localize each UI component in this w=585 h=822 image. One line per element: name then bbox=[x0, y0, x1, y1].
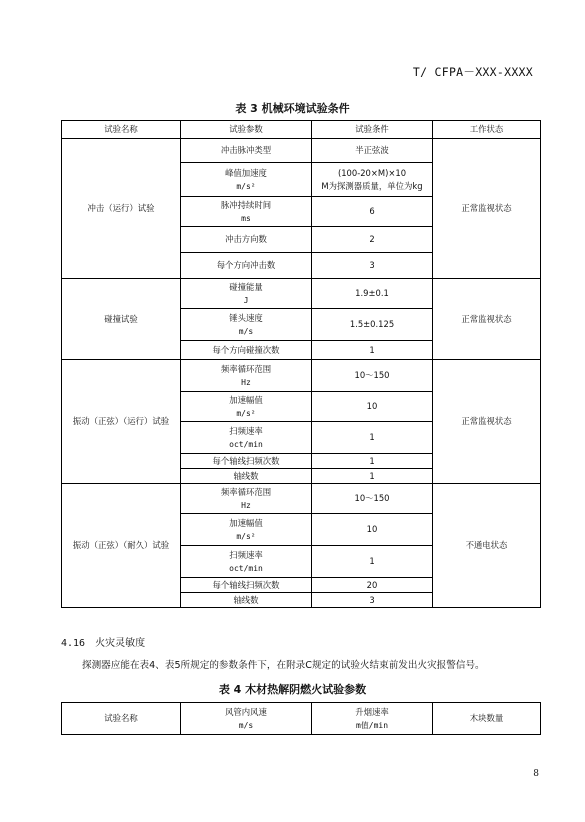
test-parameter-cell: 扫频速率 oct/min bbox=[181, 422, 312, 454]
table-row bbox=[62, 279, 541, 309]
test-parameter-cell: 每个轴线扫频次数 bbox=[181, 454, 312, 469]
test-condition-cell: 1 bbox=[312, 546, 433, 578]
test-parameter-cell: 每个轴线扫频次数 bbox=[181, 578, 312, 593]
table3-title: 表 3 机械环境试验条件 bbox=[235, 102, 350, 115]
test-condition-cell: 10～150 bbox=[312, 360, 433, 392]
table4-header-cell: 木块数量 bbox=[433, 703, 541, 735]
test-condition-cell: 1 bbox=[312, 454, 433, 469]
test-condition-cell: 1 bbox=[312, 341, 433, 360]
test-condition-cell: 3 bbox=[312, 253, 433, 279]
test-condition-cell: 1.9±0.1 bbox=[312, 279, 433, 309]
test-parameter-cell: 加速幅值 m/s² bbox=[181, 392, 312, 422]
test-parameter-cell: 轴线数 bbox=[181, 469, 312, 484]
test-condition-cell: 20 bbox=[312, 578, 433, 593]
section-heading bbox=[61, 634, 145, 649]
table3-header-cell: 试验条件 bbox=[312, 121, 433, 139]
test-parameter-cell: 冲击脉冲类型 bbox=[181, 139, 312, 163]
test-condition-cell: 1 bbox=[312, 422, 433, 454]
test-condition-cell: (100-20×M)×10 M为探测器质量，单位为kg bbox=[312, 163, 433, 197]
test-condition-cell: 3 bbox=[312, 593, 433, 608]
document-code: T/ CFPA－XXX-XXXX bbox=[412, 65, 533, 79]
working-state-cell: 正常监视状态 bbox=[433, 279, 541, 360]
test-condition-cell: 6 bbox=[312, 197, 433, 227]
test-parameter-cell: 频率循环范围 Hz bbox=[181, 484, 312, 514]
test-condition-cell: 半正弦波 bbox=[312, 139, 433, 163]
table4-title: 表 4 木材热解阴燃火试验参数 bbox=[218, 683, 367, 696]
table3-header-cell: 工作状态 bbox=[433, 121, 541, 139]
test-condition-cell: 10 bbox=[312, 514, 433, 546]
test-parameter-cell: 扫频速率 oct/min bbox=[181, 546, 312, 578]
table-row bbox=[62, 484, 541, 514]
table-row bbox=[62, 360, 541, 392]
table4-header-row bbox=[62, 703, 541, 735]
working-state-cell: 正常监视状态 bbox=[433, 360, 541, 484]
test-parameter-cell: 每个方向冲击数 bbox=[181, 253, 312, 279]
working-state-cell: 正常监视状态 bbox=[433, 139, 541, 279]
table4-header-cell: 试验名称 bbox=[62, 703, 181, 735]
table3-header-cell: 试验名称 bbox=[62, 121, 181, 139]
table-row bbox=[62, 139, 541, 163]
section-number: 4.16 bbox=[61, 638, 86, 649]
test-condition-cell: 10 bbox=[312, 392, 433, 422]
table4-header-cell: 风管内风速 m/s bbox=[181, 703, 312, 735]
test-name-cell: 碰撞试验 bbox=[62, 279, 181, 360]
test-parameter-cell: 轴线数 bbox=[181, 593, 312, 608]
section-paragraph: 探测器应能在表4、表5所规定的参数条件下，在附录C规定的试验火结束前发出火灾报警信号。 bbox=[82, 660, 485, 671]
test-parameter-cell: 碰撞能量 J bbox=[181, 279, 312, 309]
table3-header-cell: 试验参数 bbox=[181, 121, 312, 139]
working-state-cell: 不通电状态 bbox=[433, 484, 541, 608]
test-name-cell: 冲击（运行）试验 bbox=[62, 139, 181, 279]
test-name-cell: 振动（正弦）（耐久）试验 bbox=[62, 484, 181, 608]
test-parameter-cell: 锤头速度 m/s bbox=[181, 309, 312, 341]
mechanical-environment-table bbox=[61, 120, 541, 608]
test-parameter-cell: 加速幅值 m/s² bbox=[181, 514, 312, 546]
section-title: 火灾灵敏度 bbox=[95, 638, 146, 649]
table3-header-row bbox=[62, 121, 541, 139]
wood-smoldering-table bbox=[61, 702, 541, 735]
test-parameter-cell: 每个方向碰撞次数 bbox=[181, 341, 312, 360]
test-parameter-cell: 频率循环范围 Hz bbox=[181, 360, 312, 392]
page-number: 8 bbox=[533, 769, 539, 779]
test-parameter-cell: 脉冲持续时间 ms bbox=[181, 197, 312, 227]
test-condition-cell: 2 bbox=[312, 227, 433, 253]
test-condition-cell: 1.5±0.125 bbox=[312, 309, 433, 341]
test-condition-cell: 1 bbox=[312, 469, 433, 484]
table4-header-cell: 升烟速率 m值/min bbox=[312, 703, 433, 735]
test-name-cell: 振动（正弦）（运行）试验 bbox=[62, 360, 181, 484]
test-condition-cell: 10～150 bbox=[312, 484, 433, 514]
test-parameter-cell: 冲击方向数 bbox=[181, 227, 312, 253]
test-parameter-cell: 峰值加速度 m/s² bbox=[181, 163, 312, 197]
